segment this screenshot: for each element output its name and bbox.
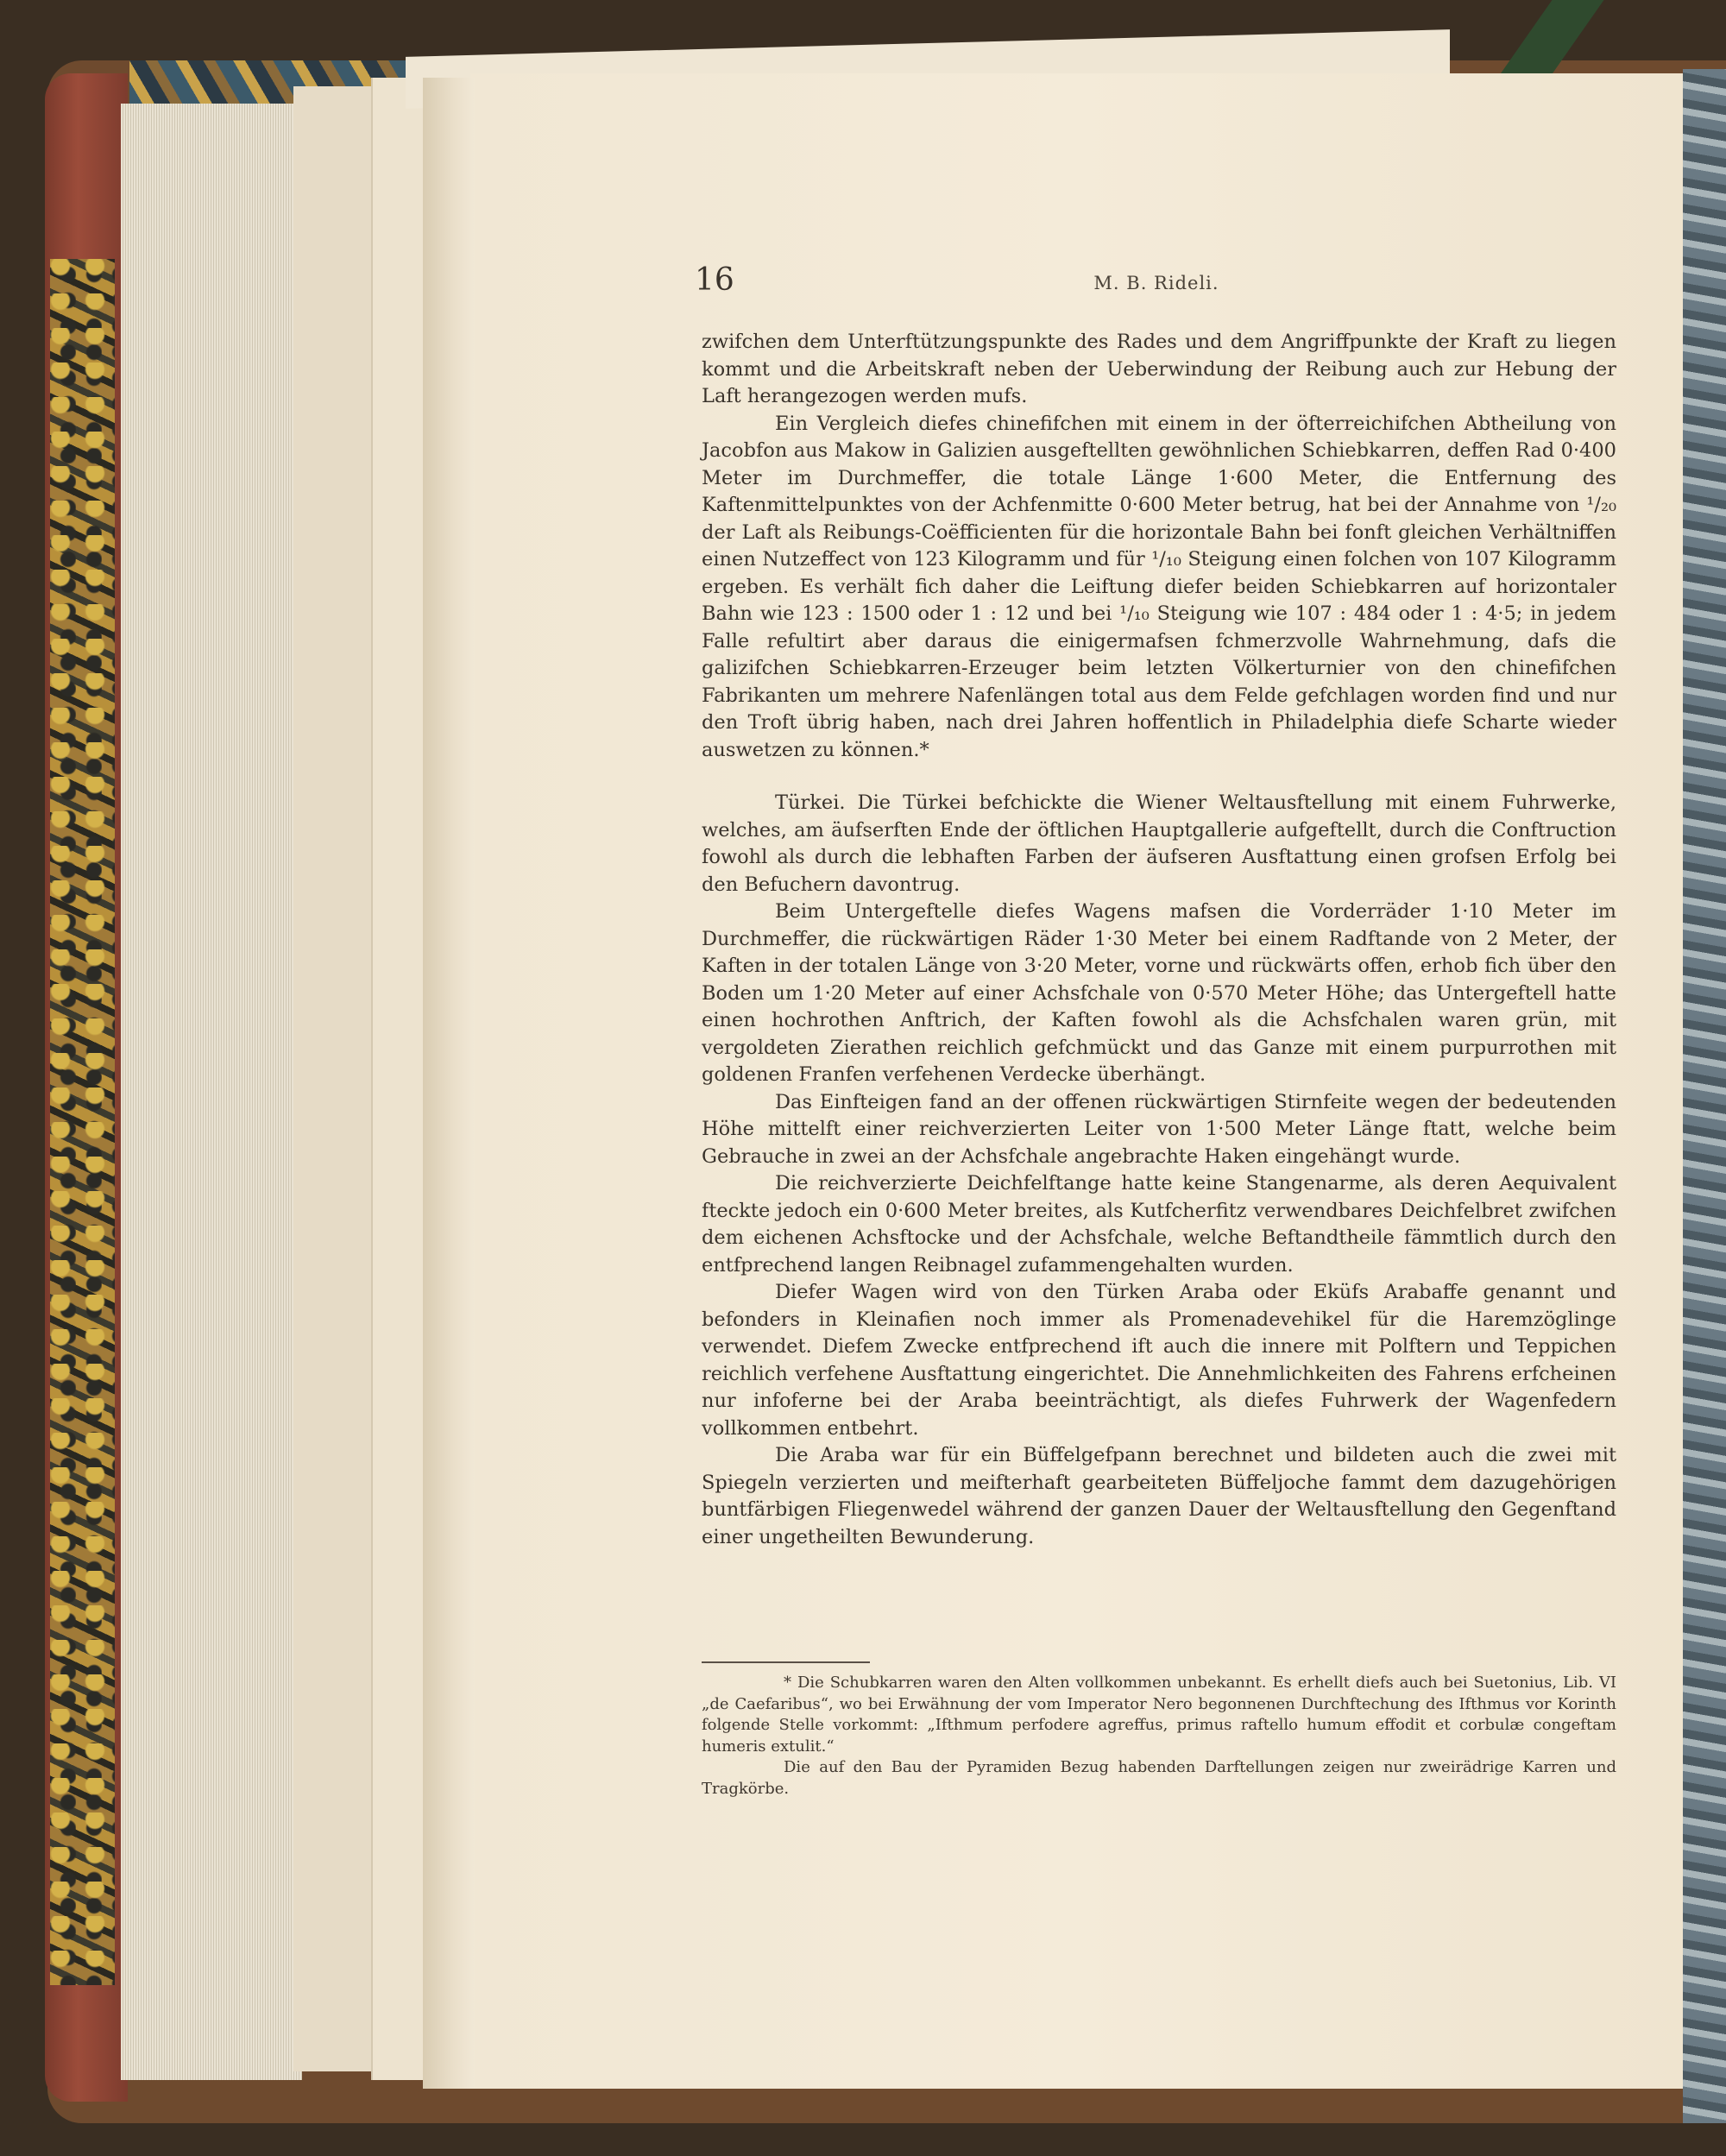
body-text [702, 329, 1616, 1551]
paragraph: Ein Vergleich diefes chinefifchen mit einem in der öfterreichifchen Abtheilung von Jacobfon aus Makow in Galizien ausgeftellten gewöhnlichen Schiebkarren, deffen Rad 0·400 Meter im Durchmeffer, die totale Länge 1·600 Meter, die Entfernung des Kaftenmittelpunktes von der Achfenmitte 0·600 Meter betrug, hat bei der Annahme von ¹/₂₀ der Laft als Reibungs-Coëfficienten für die horizontale Bahn bei fonft gleichen Verhältniffen einen Nutzeffect von 123 Kilogramm und für ¹/₁₀ Steigung einen folchen von 107 Kilogramm ergeben. Es verhält fich daher die Leiftung diefer beiden Schiebkarren auf horizontaler Bahn wie 123 : 1500 oder 1 : 12 und bei ¹/₁₀ Steigung wie 107 : 484 oder 1 : 4·5; in jedem Falle refultirt aber daraus die einigermafsen fchmerzvolle Wahrnehmung, dafs die galizifchen Schiebkarren-Erzeuger beim letzten Völkerturnier von den chinefifchen Fabrikanten um mehrere Nafenlängen total aus dem Felde gefchlagen worden find und nur den Troft übrig haben, nach drei Jahren hoffentlich in Philadelphia diefe Scharte wieder auswetzen zu können.* [702, 412, 1616, 761]
paragraph: Türkei. Die Türkei befchickte die Wiener Weltausftellung mit einem Fuhrwerke, welches, am äufserften Ende der öftlichen Hauptgallerie aufgeftellt, durch die Conftruction fowohl als durch die lebhaften Farben der äufseren Ausftattung einen grofsen Erfolg bei den Befuchern davontrug. [702, 791, 1616, 896]
footnote: Die auf den Bau der Pyramiden Bezug habenden Darftellungen zeigen nur zweirädrige Karren und Tragkörbe. [702, 1758, 1616, 1798]
paragraph: Beim Untergeftelle diefes Wagens mafsen die Vorderräder 1·10 Meter im Durchmeffer, die rückwärtigen Räder 1·30 Meter bei einem Radftande von 2 Meter, der Kaften in der totalen Länge von 3·20 Meter, vorne und rückwärts offen, erhob fich über den Boden um 1·20 Meter auf einer Achsfchale von 0·570 Meter Höhe; das Untergeftell hatte einen hochrothen Anftrich, der Kaften fowohl als die Achsfchalen waren grün, mit vergoldeten Zierathen reichlich gefchmückt und das Ganze mit einem purpurrothen mit goldenen Franfen verfehenen Verdecke überhängt. [702, 900, 1616, 1086]
paragraph: Diefer Wagen wird von den Türken Araba oder Eküfs Arabaffe genannt und befonders in Kleinafien noch immer als Promenadevehikel für die Haremzöglinge verwendet. Diefem Zwecke entfprechend ift auch die innere mit Polftern und Teppichen reichlich verfehene Ausftattung eingerichtet. Die Annehmlichkeiten des Fahrens erfcheinen nur infoferne bei der Araba beeinträchtigt, als diefes Fuhrwerk der Wagenfedern vollkommen entbehrt. [702, 1281, 1616, 1440]
page-number: 16 [695, 262, 734, 298]
section-gap [702, 764, 1616, 790]
paragraph: Die reichverzierte Deichfelftange hatte keine Stangenarme, als deren Aequivalent fteckte jedoch ein 0·600 Meter breites, als Kutfcherfitz verwendbares Deichfelbret zwifchen dem eichenen Achsftocke und der Achsfchale, welche Beftandtheile fämmtlich durch den entfprechend langen Reibnagel zufammengehalten wurden. [702, 1172, 1616, 1277]
paragraph: Das Einfteigen fand an der offenen rückwärtigen Stirnfeite wegen der bedeutenden Höhe mittelft einer reichverzierten Leiter von 1·500 Meter Länge ftatt, welche beim Gebrauche in zwei an der Achsfchale angebrachte Haken eingehängt wurde. [702, 1090, 1616, 1168]
marbled-edge [50, 259, 115, 1985]
marbled-endpaper-right [1683, 69, 1726, 2123]
footnotes [702, 1673, 1616, 1800]
footnote: * Die Schubkarren waren den Alten vollkommen unbekannt. Es erhellt diefs auch bei Suetonius, Lib. VI „de Caefaribus“, wo bei Erwähnung der vom Imperator Nero begonnenen Durchftechung des Ifthmus vor Korinth folgende Stelle vorkommt: „Ifthmum perfodere agreffus, primus raftello humum effodit et corbulæ congeftam humeris extulit.“ [702, 1674, 1616, 1756]
paragraph: zwifchen dem Unterftützungspunkte des Rades und dem Angriffpunkte der Kraft zu liegen kommt und die Arbeitskraft neben der Ueberwindung der Reibung auch zur Hebung der Laft herangezogen werden mufs. [702, 331, 1616, 407]
page-edges [121, 104, 302, 2080]
footnote-rule [702, 1661, 870, 1663]
page-gutter [423, 78, 475, 2089]
running-head: M. B. Rideli. [1093, 273, 1219, 293]
paragraph: Die Araba war für ein Büffelgefpann berechnet und bildeten auch die zwei mit Spiegeln verzierten und meifterhaft gearbeiteten Büffeljoche fammt dem dazugehörigen buntfärbigen Fliegenwedel während der ganzen Dauer der Weltausftellung den Gegenftand einer ungetheilten Bewunderung. [702, 1444, 1616, 1548]
